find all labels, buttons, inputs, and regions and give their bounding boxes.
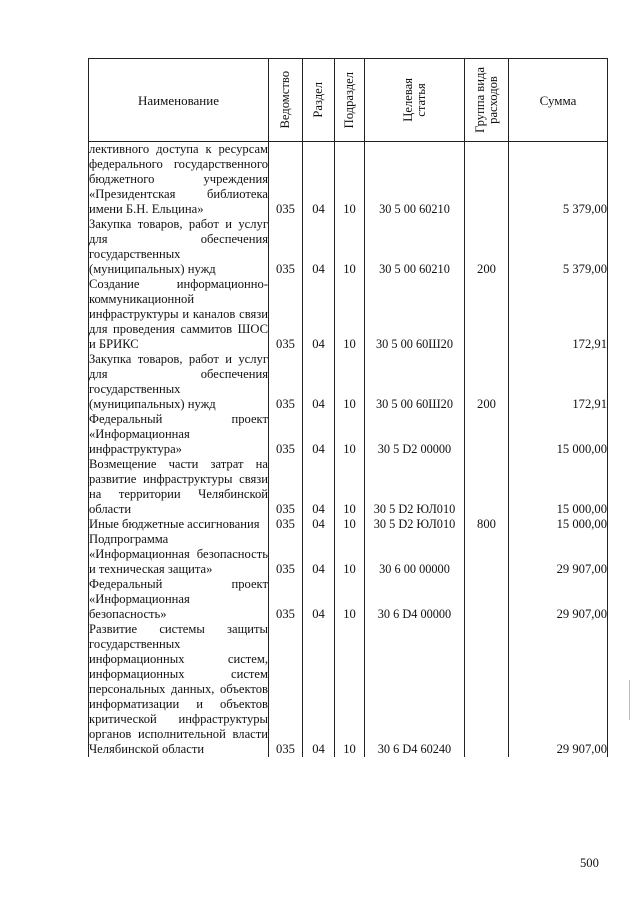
header-subsection-label: Подраздел [342,71,356,129]
cell-group [465,457,509,517]
header-group-line1: Группа вида [472,67,487,133]
cell-sum: 172,91 [509,277,608,352]
cell-section: 04 [303,217,335,277]
cell-section: 04 [303,577,335,622]
cell-name: Федеральный проект «Информационная инфраструктура» [89,412,268,456]
header-group-label [474,67,500,133]
cell-name: Развитие системы защиты государственных информационных систем, информационных систем персональных данных, объектов информатизации и объектов критической инфраструктуры органов исполнительной власти Челябинской области [89,622,268,756]
header-target-line1: Целевая [400,78,415,122]
header-name-label: Наименование [138,92,219,108]
cell-target: 30 5 D2 00000 [365,412,465,457]
cell-subsection: 10 [335,622,365,757]
header-group [465,59,509,142]
cell-group [465,532,509,577]
cell-subsection: 10 [335,532,365,577]
cell-group [465,412,509,457]
cell-sum: 29 907,00 [509,577,608,622]
cell-section: 04 [303,412,335,457]
header-name [89,59,269,142]
cell-sum: 172,91 [509,352,608,412]
cell-subsection: 10 [335,457,365,517]
cell-group [465,142,509,218]
cell-name: Возмещение части затрат на развитие инфраструктуры связи на территории Челябинской области [89,457,268,516]
table-row [89,622,608,757]
cell-sum: 15 000,00 [509,457,608,517]
cell-department: 035 [269,217,303,277]
cell-group [465,577,509,622]
cell-subsection: 10 [335,517,365,532]
cell-department: 035 [269,457,303,517]
cell-section: 04 [303,517,335,532]
cell-target: 30 5 00 60210 [365,217,465,277]
table-row [89,532,608,577]
cell-section: 04 [303,352,335,412]
cell-name: Создание информационно-коммуникационной инфраструктуры и каналов связи для проведения саммитов ШОС и БРИКС [89,277,268,351]
cell-name: Закупка товаров, работ и услуг для обеспечения государственных (муниципальных) нужд [89,352,268,411]
cell-target: 30 6 D4 60240 [365,622,465,757]
cell-section: 04 [303,622,335,757]
table-row [89,352,608,412]
scan-edge-mark [629,680,630,720]
cell-target: 30 5 D2 ЮЛ010 [365,457,465,517]
header-department [269,59,303,142]
cell-target: 30 5 00 60Ш20 [365,277,465,352]
header-group-line2: расходов [485,76,500,124]
cell-department: 035 [269,517,303,532]
cell-sum: 29 907,00 [509,532,608,577]
cell-sum: 5 379,00 [509,142,608,218]
header-sum [509,59,608,142]
cell-section: 04 [303,142,335,218]
cell-department: 035 [269,577,303,622]
table-header-row [89,59,608,142]
cell-department: 035 [269,412,303,457]
cell-group [465,622,509,757]
cell-subsection: 10 [335,142,365,218]
cell-subsection: 10 [335,277,365,352]
cell-sum: 15 000,00 [509,517,608,532]
cell-department: 035 [269,142,303,218]
header-target [365,59,465,142]
cell-section: 04 [303,277,335,352]
cell-name: лективного доступа к ресурсам федерального государственного бюджетного учреждения «Президентская библиотека имени Б.Н. Ельцина» [89,142,268,216]
cell-name: Закупка товаров, работ и услуг для обеспечения государственных (муниципальных) нужд [89,217,268,276]
cell-subsection: 10 [335,412,365,457]
page-number: 500 [580,856,599,870]
header-target-label [402,78,428,122]
header-target-line2: статья [413,83,428,117]
cell-department: 035 [269,532,303,577]
cell-group: 200 [465,352,509,412]
table-row [89,517,608,532]
header-section [303,59,335,142]
cell-sum: 5 379,00 [509,217,608,277]
cell-department: 035 [269,277,303,352]
cell-subsection: 10 [335,352,365,412]
table-row [89,457,608,517]
cell-department: 035 [269,352,303,412]
header-department-label: Ведомство [278,71,292,129]
cell-name: Иные бюджетные ассигнования [89,517,269,532]
table-row [89,412,608,457]
cell-section: 04 [303,457,335,517]
table-row [89,217,608,277]
cell-target: 30 5 00 60Ш20 [365,352,465,412]
header-subsection [335,59,365,142]
cell-subsection: 10 [335,217,365,277]
cell-department: 035 [269,622,303,757]
cell-name: Федеральный проект «Информационная безопасность» [89,577,268,621]
cell-sum: 15 000,00 [509,412,608,457]
budget-table [88,58,608,757]
header-section-label: Раздел [311,82,325,118]
cell-target: 30 5 D2 ЮЛ010 [365,517,465,532]
table-row [89,142,608,218]
cell-subsection: 10 [335,577,365,622]
cell-sum: 29 907,00 [509,622,608,757]
cell-section: 04 [303,532,335,577]
cell-group [465,277,509,352]
cell-target: 30 6 D4 00000 [365,577,465,622]
table-row [89,577,608,622]
table-row [89,277,608,352]
cell-group: 800 [465,517,509,532]
cell-target: 30 6 00 00000 [365,532,465,577]
cell-group: 200 [465,217,509,277]
header-sum-label: Сумма [539,92,577,108]
cell-name: Подпрограмма «Информационная безопасность и техническая защита» [89,532,268,576]
cell-target: 30 5 00 60210 [365,142,465,218]
